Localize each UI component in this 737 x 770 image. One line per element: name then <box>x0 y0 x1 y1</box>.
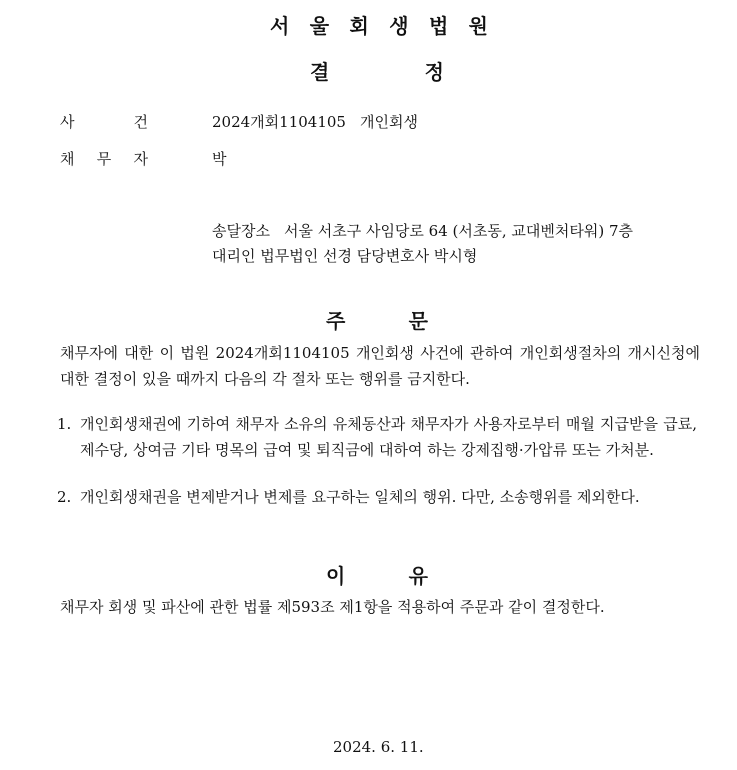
order-item <box>57 411 697 463</box>
agent-line: 대리인 법무법인 선경 담당변호사 박시형 <box>212 247 478 265</box>
service-address-line <box>212 220 633 241</box>
service-address: 서울 서초구 사임당로 64 (서초동, 교대벤처타워) 7층 <box>283 222 633 240</box>
order-heading: 주 문 <box>326 309 430 333</box>
court-name-char: 생 <box>389 14 411 38</box>
court-name-char: 법 <box>428 14 451 38</box>
case-label: 사 건 <box>60 113 148 131</box>
order-item-text: 개인회생채권에 기하여 채무자 소유의 유체동산과 채무자가 사용자로부터 매월 지급받을 급료, 제수당, 상여금 기타 명목의 급여 및 퇴직금에 대하여 하는 강제집행·가압류 또는 가처분. <box>80 415 697 459</box>
court-name-char: 서 <box>270 14 292 38</box>
document-type <box>310 56 446 85</box>
debtor-name: 박 <box>212 150 227 168</box>
service-label: 송달장소 <box>212 222 270 240</box>
order-item-number: 1. <box>57 415 72 433</box>
court-name-char: 원 <box>468 14 490 38</box>
court-name-char: 울 <box>309 14 332 38</box>
order-item-text: 개인회생채권을 변제받거나 변제를 요구하는 일체의 행위. 다만, 소송행위를 제외한다. <box>80 488 640 506</box>
order-intro: 채무자에 대한 이 법원 2024개회1104105 개인회생 사건에 관하여 개인회생절차의 개시신청에 대한 결정이 있을 때까지 다음의 각 절차 또는 행위를 금지한다. <box>60 344 700 388</box>
decision-date: 2024. 6. 11. <box>333 738 424 756</box>
order-item-number: 2. <box>57 488 72 506</box>
order-item <box>57 484 697 510</box>
reason-heading: 이 유 <box>326 564 430 588</box>
court-name-char: 회 <box>349 14 371 38</box>
document-type-char: 결 <box>310 60 332 84</box>
debtor-label: 채 무 자 <box>60 150 148 168</box>
case-number: 2024개회1104105 <box>212 113 346 131</box>
case-value <box>212 111 418 132</box>
case-type: 개인회생 <box>359 113 418 131</box>
reason-text: 채무자 회생 및 파산에 관한 법률 제593조 제1항을 적용하여 주문과 같이 결정한다. <box>60 598 605 616</box>
document-type-char: 정 <box>424 60 446 84</box>
court-name <box>270 10 490 39</box>
